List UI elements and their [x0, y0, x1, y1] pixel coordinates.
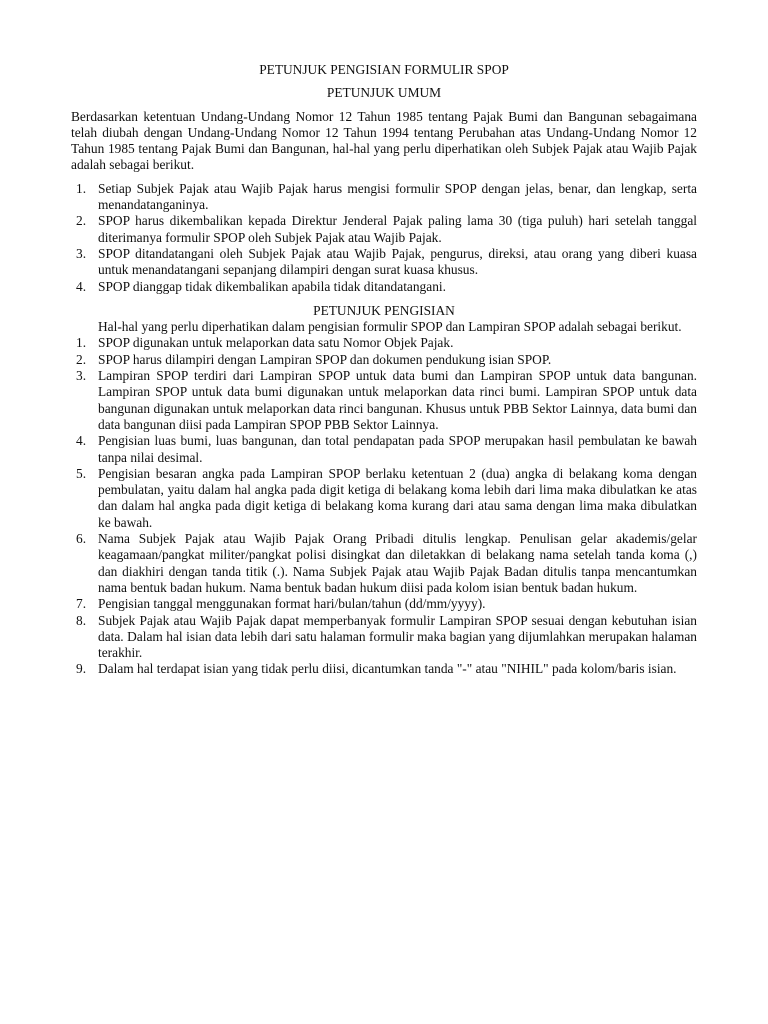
list-number: 8. [76, 612, 87, 628]
list-number: 5. [76, 465, 87, 481]
list-number: 9. [76, 661, 87, 677]
section1-intro: Berdasarkan ketentuan Undang-Undang Nomor 12 Tahun 1985 tentang Pajak Bumi dan Bangunan sebagaimana telah diubah dengan Undang-Undang Nomor 12 Tahun 1994 tentang Perubahan atas Undang-Undang Nomor 12 Tahun 1985 tentang Pajak Bumi dan Bangunan, hal-hal yang perlu diperhatikan oleh Subjek Pajak atau Wajib Pajak adalah sebagai berikut. [71, 108, 697, 173]
list-number: 4. [76, 433, 87, 449]
list-text: Nama Subjek Pajak atau Wajib Pajak Orang Pribadi ditulis lengkap. Penulisan gelar akademis/gelar keagamaan/pangkat militer/pangkat polisi disingkat dan diletakkan di belakang nama setelah tanda koma (,) dan diakhiri dengan tanda titik (.). Nama Subjek Pajak atau Wajib Pajak Badan ditulis tanpa mencantumkan nama bentuk badan hukum. Nama bentuk badan hukum diisi pada kolom isian bentuk badan hukum. [98, 531, 697, 595]
list-text: SPOP harus dilampiri dengan Lampiran SPOP dan dokumen pendukung isian SPOP. [98, 351, 552, 367]
section1-list [71, 181, 697, 295]
list-number: 1. [76, 335, 87, 351]
list-text: Setiap Subjek Pajak atau Wajib Pajak harus mengisi formulir SPOP dengan jelas, benar, dan lengkap, serta menandatanganinya. [98, 180, 697, 213]
list-text: SPOP dianggap tidak dikembalikan apabila tidak ditandatangani. [98, 278, 446, 294]
list-item [71, 531, 697, 596]
list-item [71, 181, 697, 214]
list-text: SPOP harus dikembalikan kepada Direktur Jenderal Pajak paling lama 30 (tiga puluh) hari setelah tanggal diterimanya formulir SPOP oleh Subjek Pajak atau Wajib Pajak. [98, 213, 697, 245]
list-number: 7. [76, 596, 87, 612]
list-number: 3. [76, 245, 87, 261]
document-title: PETUNJUK PENGISIAN FORMULIR SPOP [259, 62, 509, 77]
list-item [71, 661, 697, 677]
section-heading-petunjuk-pengisian: PETUNJUK PENGISIAN [313, 302, 455, 318]
list-item [71, 613, 697, 662]
document-content [71, 62, 697, 678]
list-item [71, 246, 697, 279]
section2-intro: Hal-hal yang perlu diperhatikan dalam pengisian formulir SPOP dan Lampiran SPOP adalah sebagai berikut. [98, 319, 682, 335]
list-number: 2. [76, 351, 87, 367]
section2-list [71, 335, 697, 677]
list-number: 3. [76, 368, 87, 384]
list-text: SPOP digunakan untuk melaporkan data satu Nomor Objek Pajak. [98, 335, 454, 351]
list-item [71, 279, 697, 295]
list-item [71, 433, 697, 466]
list-item [71, 368, 697, 433]
list-item [71, 213, 697, 246]
list-text: Dalam hal terdapat isian yang tidak perlu diisi, dicantumkan tanda "-" atau "NIHIL" pada kolom/baris isian. [98, 661, 677, 677]
list-text: Pengisian luas bumi, luas bangunan, dan total pendapatan pada SPOP merupakan hasil pembulatan ke bawah tanpa nilai desimal. [98, 433, 697, 465]
list-text: Pengisian besaran angka pada Lampiran SPOP berlaku ketentuan 2 (dua) angka di belakang koma dengan pembulatan, yaitu dalam hal angka pada digit ketiga di belakang koma lebih dari lima maka dibulatkan ke atas dan dalam hal angka pada digit ketiga di belakang koma kurang dari atau sama dengan lima maka dibulatkan ke bawah. [98, 465, 697, 530]
list-number: 1. [76, 180, 87, 196]
list-number: 2. [76, 213, 87, 229]
list-number: 6. [76, 531, 87, 547]
list-text: SPOP ditandatangani oleh Subjek Pajak atau Wajib Pajak, pengurus, direksi, atau orang yang diberi kuasa untuk menandatangani sepanjang dilampiri dengan surat kuasa khusus. [98, 245, 697, 278]
list-item [71, 352, 697, 368]
list-item [71, 596, 697, 612]
list-item [71, 335, 697, 351]
list-text: Pengisian tanggal menggunakan format hari/bulan/tahun (dd/mm/yyyy). [98, 596, 486, 612]
section-heading-petunjuk-umum: PETUNJUK UMUM [326, 85, 442, 101]
list-text: Subjek Pajak atau Wajib Pajak dapat memperbanyak formulir Lampiran SPOP sesuai dengan kebutuhan isian data. Dalam hal isian data lebih dari satu halaman formulir maka bagian yang dijumlahkan merupakan halaman terakhir. [98, 612, 697, 661]
list-item [71, 466, 697, 531]
list-number: 4. [76, 278, 87, 294]
list-text: Lampiran SPOP terdiri dari Lampiran SPOP untuk data bumi dan Lampiran SPOP untuk data bangunan. Lampiran SPOP untuk data bumi digunakan untuk melaporkan data rinci bumi. Lampiran SPOP untuk data bangunan digunakan untuk melaporkan data rinci bangunan. Khusus untuk PBB Sektor Lainnya, data bumi dan data bangunan diisi pada Lampiran SPOP PBB Sektor Lainnya. [98, 368, 697, 432]
